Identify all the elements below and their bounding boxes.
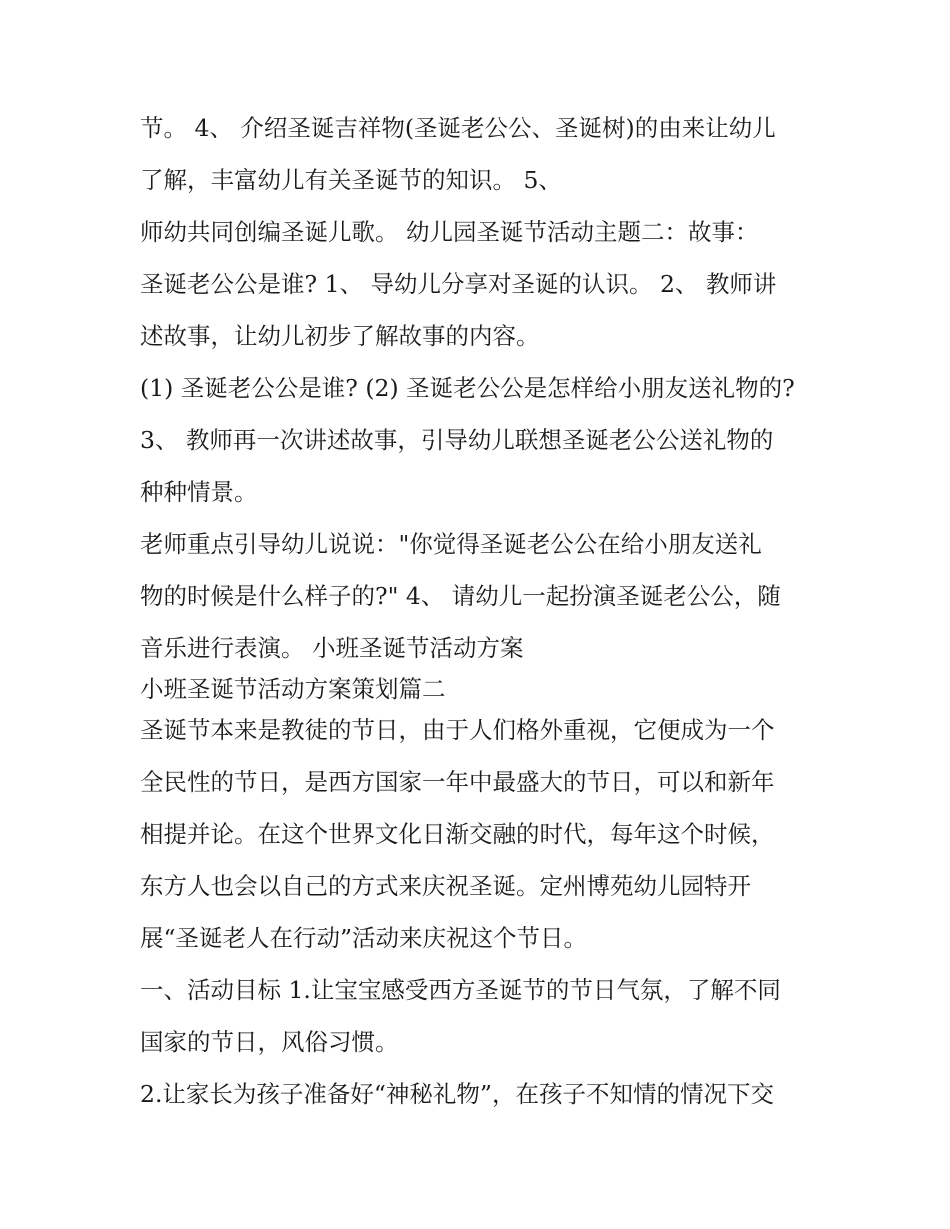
section-heading: 小班圣诞节活动方案策划篇二 (140, 675, 446, 703)
text-line: 音乐进行表演。 小班圣诞节活动方案 (140, 634, 524, 662)
text-line: 节。 4、 介绍圣诞吉祥物(圣诞老公公、圣诞树)的由来让幼儿 (140, 114, 776, 142)
text-line: 述故事，让幼儿初步了解故事的内容。 (140, 322, 540, 350)
text-line: 种种情景。 (140, 478, 258, 506)
text-line: 相提并论。在这个世界文化日渐交融的时代，每年这个时候， (140, 820, 775, 848)
text-line: 圣诞老公公是谁? 1、 导幼儿分享对圣诞的认识。 2、 教师讲 (140, 270, 777, 298)
text-line: 全民性的节日，是西方国家一年中最盛大的节日，可以和新年 (140, 768, 775, 796)
text-line: 3、 教师再一次讲述故事，引导幼儿联想圣诞老公公送礼物的 (140, 426, 774, 454)
text-line: 老师重点引导幼儿说说："你觉得圣诞老公公在给小朋友送礼 (140, 530, 762, 558)
text-line: 了解，丰富幼儿有关圣诞节的知识。 5、 (140, 166, 562, 194)
document-body (140, 110, 820, 1128)
text-line: 展“圣诞老人在行动”活动来庆祝这个节日。 (140, 924, 588, 952)
text-line: 一、活动目标 1.让宝宝感受西方圣诞节的节日气氛，了解不同 (140, 976, 781, 1004)
text-line: 师幼共同创编圣诞儿歌。 幼儿园圣诞节活动主题二：故事： (140, 218, 759, 246)
text-line: 东方人也会以自己的方式来庆祝圣诞。定州博苑幼儿园特开 (140, 872, 751, 900)
text-line: 圣诞节本来是教徒的节日，由于人们格外重视，它便成为一个 (140, 716, 775, 744)
text-line: (1) 圣诞老公公是谁? (2) 圣诞老公公是怎样给小朋友送礼物的? (140, 374, 795, 402)
text-line: 2.让家长为孩子准备好“神秘礼物”，在孩子不知情的情况下交 (140, 1080, 774, 1108)
text-line: 物的时候是什么样子的?" 4、 请幼儿一起扮演圣诞老公公，随 (140, 582, 781, 610)
text-line: 国家的节日，风俗习惯。 (140, 1028, 399, 1056)
